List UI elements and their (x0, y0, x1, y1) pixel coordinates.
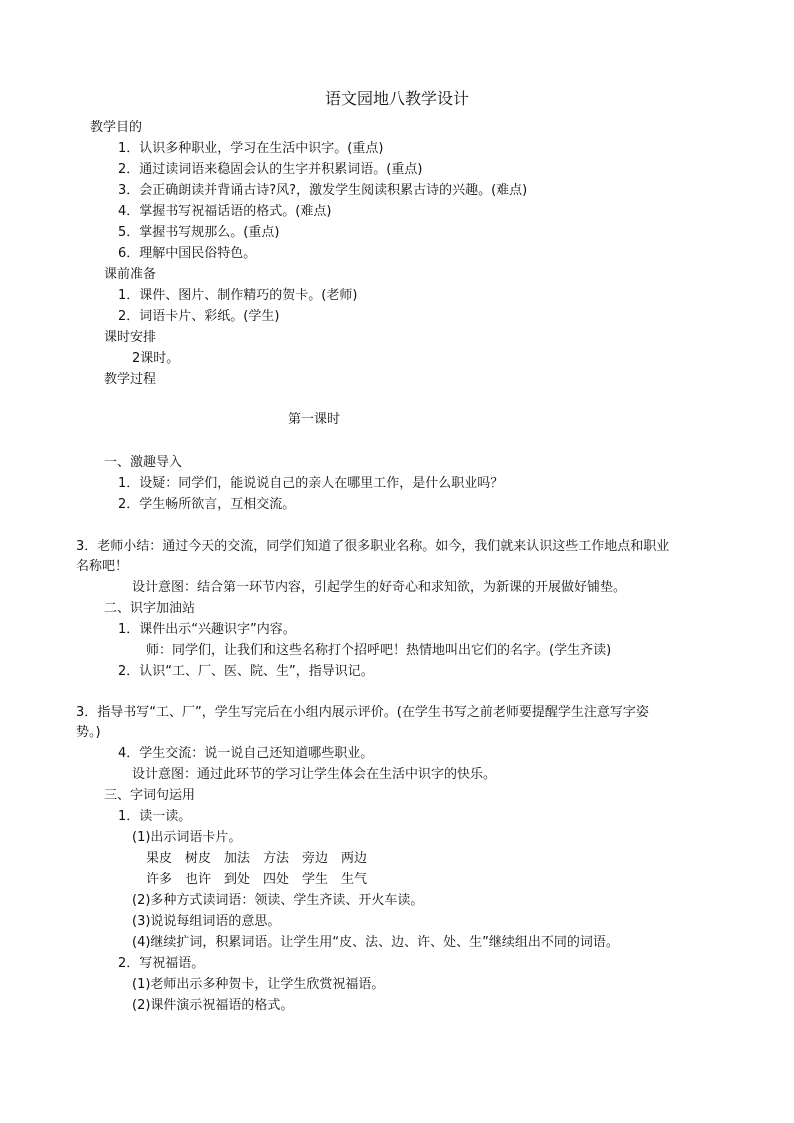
section-3-sub-2: (2)多种方式读词语：领读、学生齐读、开火车读。 (132, 893, 424, 908)
section-3-item-1: 1．读一读。 (118, 809, 192, 824)
word-cards-row-2: 许多 也许 到处 四处 学生 生气 (146, 872, 368, 887)
schedule-text: 2课时。 (132, 351, 180, 366)
section-2-design-intent: 设计意图：通过此环节的学习让学生体会在生活中识字的快乐。 (132, 767, 497, 782)
prep-item-1: 1．课件、图片、制作精巧的贺卡。(老师) (118, 288, 358, 303)
section-3-item-2: 2．写祝福语。 (118, 956, 205, 971)
objective-item-6: 6．理解中国民俗特色。 (118, 246, 257, 261)
section-1-design-intent: 设计意图：结合第一环节内容，引起学生的好奇心和求知欲，为新课的开展做好铺垫。 (132, 580, 627, 595)
section-2-teacher-line: 师：同学们，让我们和这些名称打个招呼吧！热情地叫出它们的名字。(学生齐读) (146, 643, 612, 658)
section-2-item-3-line-1: 3．指导书写“工、厂”，学生写完后在小组内展示评价。(在学生书写之前老师要提醒学生注意写字姿 (76, 705, 649, 720)
section-2-item-4: 4．学生交流：说一说自己还知道哪些职业。 (118, 746, 374, 761)
section-1-item-2: 2．学生畅所欲言，互相交流。 (118, 497, 296, 512)
document-title: 语文园地八教学设计 (324, 89, 469, 108)
objective-item-3: 3．会正确朗读并背诵古诗?风?，激发学生阅读积累古诗的兴趣。(难点) (118, 183, 528, 198)
objective-item-4: 4．掌握书写祝福话语的格式。(难点) (118, 204, 332, 219)
section-2-item-1: 1．课件出示“兴趣识字”内容。 (118, 622, 296, 637)
section-3-sub-1: (1)出示词语卡片。 (132, 830, 242, 845)
section-1-summary-line-1: 3．老师小结：通过今天的交流，同学们知道了很多职业名称。如今，我们就来认识这些工作地点和职业 (76, 539, 670, 554)
section-1-item-1: 1．设疑：同学们，能说说自己的亲人在哪里工作，是什么职业吗？ (118, 476, 504, 491)
section-1-summary-line-2: 名称吧！ (76, 559, 129, 574)
objective-item-1: 1．认识多种职业，学习在生活中识字。(重点) (118, 141, 384, 156)
section-3-sub-6: (2)课件演示祝福语的格式。 (132, 998, 294, 1013)
section-2-item-2: 2．认识“工、厂、医、院、生”，指导识记。 (118, 664, 374, 679)
section-2-heading: 二、识字加油站 (104, 601, 196, 616)
objectives-heading: 教学目的 (90, 120, 143, 135)
objective-item-5: 5．掌握书写规那么。(重点) (118, 225, 280, 240)
section-3-heading: 三、字词句运用 (104, 788, 196, 803)
section-2-item-3-line-2: 势。) (76, 725, 101, 740)
prep-item-2: 2．词语卡片、彩纸。(学生) (118, 309, 280, 324)
objective-item-2: 2．通过读词语来稳固会认的生字并积累词语。(重点) (118, 162, 423, 177)
schedule-heading: 课时安排 (104, 330, 157, 345)
prep-heading: 课前准备 (104, 267, 157, 282)
process-heading: 教学过程 (104, 372, 157, 387)
lesson-title: 第一课时 (287, 412, 340, 427)
section-1-heading: 一、激趣导入 (104, 455, 183, 470)
section-3-sub-3: (3)说说每组词语的意思。 (132, 914, 281, 929)
section-3-sub-5: (1)老师出示多种贺卡，让学生欣赏祝福语。 (132, 977, 385, 992)
section-3-sub-4: (4)继续扩词，积累词语。让学生用“皮、法、边、许、处、生”继续组出不同的词语。 (132, 935, 619, 950)
word-cards-row-1: 果皮 树皮 加法 方法 旁边 两边 (146, 851, 368, 866)
